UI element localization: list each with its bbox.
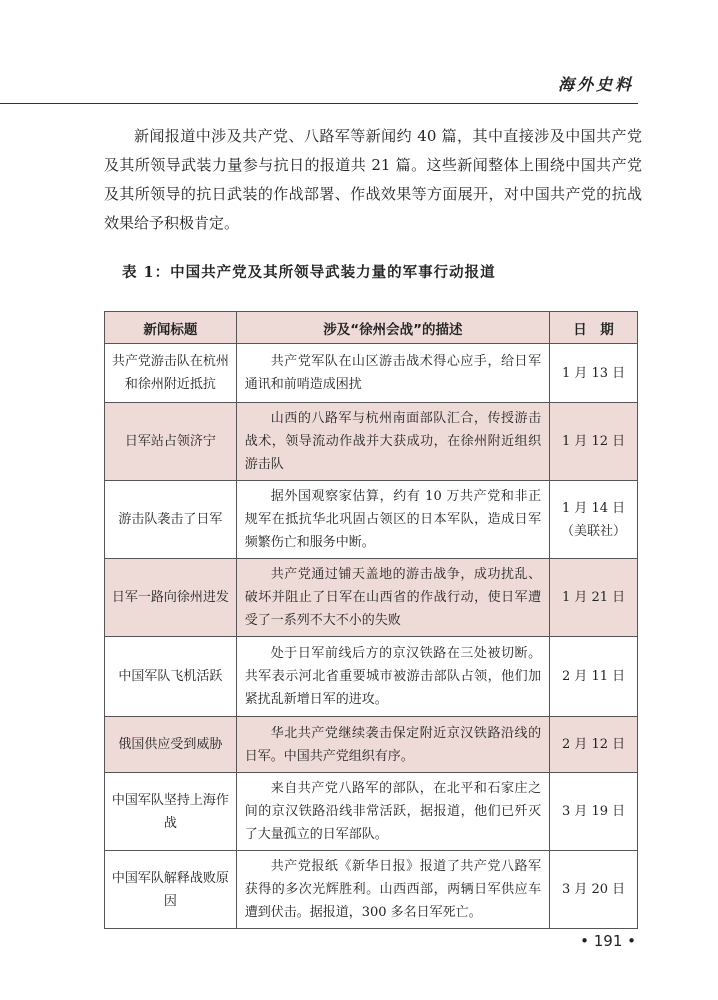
row-date: 1 月 21 日 <box>550 559 638 637</box>
header-news-title: 新闻标题 <box>105 312 237 344</box>
table-row <box>105 851 638 929</box>
row-description: 华北共产党继续袭击保定附近京汉铁路沿线的日军。中国共产党组织有序。 <box>236 717 549 773</box>
header-date: 日 期 <box>550 312 638 344</box>
table-caption: 表 1：中国共产党及其所领导武装力量的军事行动报道 <box>122 264 496 281</box>
row-date: 3 月 20 日 <box>550 851 638 929</box>
row-description: 共产党通过铺天盖地的游击战争，成功扰乱、破坏并阻止了日军在山西省的作战行动，使日军遭受了一系列不大不小的失败 <box>236 559 549 637</box>
row-description: 来自共产党八路军的部队，在北平和石家庄之间的京汉铁路沿线非常活跃，据报道，他们已歼灭了大量孤立的日军部队。 <box>236 773 549 851</box>
header-rule <box>0 103 638 104</box>
military-report-table <box>104 311 638 929</box>
row-title: 中国军队解释战败原因 <box>105 851 237 929</box>
row-date: 1 月 14 日（美联社） <box>550 481 638 559</box>
table-row <box>105 773 638 851</box>
table-row <box>105 481 638 559</box>
row-description: 据外国观察家估算，约有 10 万共产党和非正规军在抵抗华北巩固占领区的日本军队，造成日军频繁伤亡和服务中断。 <box>236 481 549 559</box>
table-row <box>105 344 638 403</box>
row-description: 山西的八路军与杭州南面部队汇合，传授游击战术，领导流动作战并大获成功，在徐州附近组织游击队 <box>236 403 549 481</box>
intro-paragraph: 新闻报道中涉及共产党、八路军等新闻约 40 篇，其中直接涉及中国共产党及其所领导武装力量参与抗日的报道共 21 篇。这些新闻整体上围绕中国共产党及其所领导的抗日武装的作战部署、作战效果等方面展开，对中国共产党的抗战效果给予积极肯定。 <box>104 127 642 232</box>
row-description: 共产党报纸《新华日报》报道了共产党八路军获得的多次光辉胜利。山西西部，两辆日军供应车遭到伏击。据报道，300 多名日军死亡。 <box>236 851 549 929</box>
row-date: 2 月 11 日 <box>550 637 638 717</box>
table-row <box>105 403 638 481</box>
row-date: 1 月 12 日 <box>550 403 638 481</box>
row-description: 处于日军前线后方的京汉铁路在三处被切断。共军表示河北省重要城市被游击部队占领，他们加紧扰乱新增日军的进攻。 <box>236 637 549 717</box>
row-date: 1 月 13 日 <box>550 344 638 403</box>
row-title: 共产党游击队在杭州和徐州附近抵抗 <box>105 344 237 403</box>
table-row <box>105 717 638 773</box>
row-title: 俄国供应受到威胁 <box>105 717 237 773</box>
section-header-title: 海外史料 <box>557 75 634 94</box>
table-header-row <box>105 312 638 344</box>
row-title: 中国军队坚持上海作战 <box>105 773 237 851</box>
row-title: 日军一路向徐州进发 <box>105 559 237 637</box>
page-number: • 191 • <box>580 932 636 950</box>
header-description: 涉及“徐州会战”的描述 <box>236 312 549 344</box>
row-title: 游击队袭击了日军 <box>105 481 237 559</box>
row-date: 2 月 12 日 <box>550 717 638 773</box>
row-description: 共产党军队在山区游击战术得心应手，给日军通讯和前哨造成困扰 <box>236 344 549 403</box>
table-row <box>105 559 638 637</box>
row-title: 中国军队飞机活跃 <box>105 637 237 717</box>
table-row <box>105 637 638 717</box>
row-title: 日军站占领济宁 <box>105 403 237 481</box>
row-date: 3 月 19 日 <box>550 773 638 851</box>
